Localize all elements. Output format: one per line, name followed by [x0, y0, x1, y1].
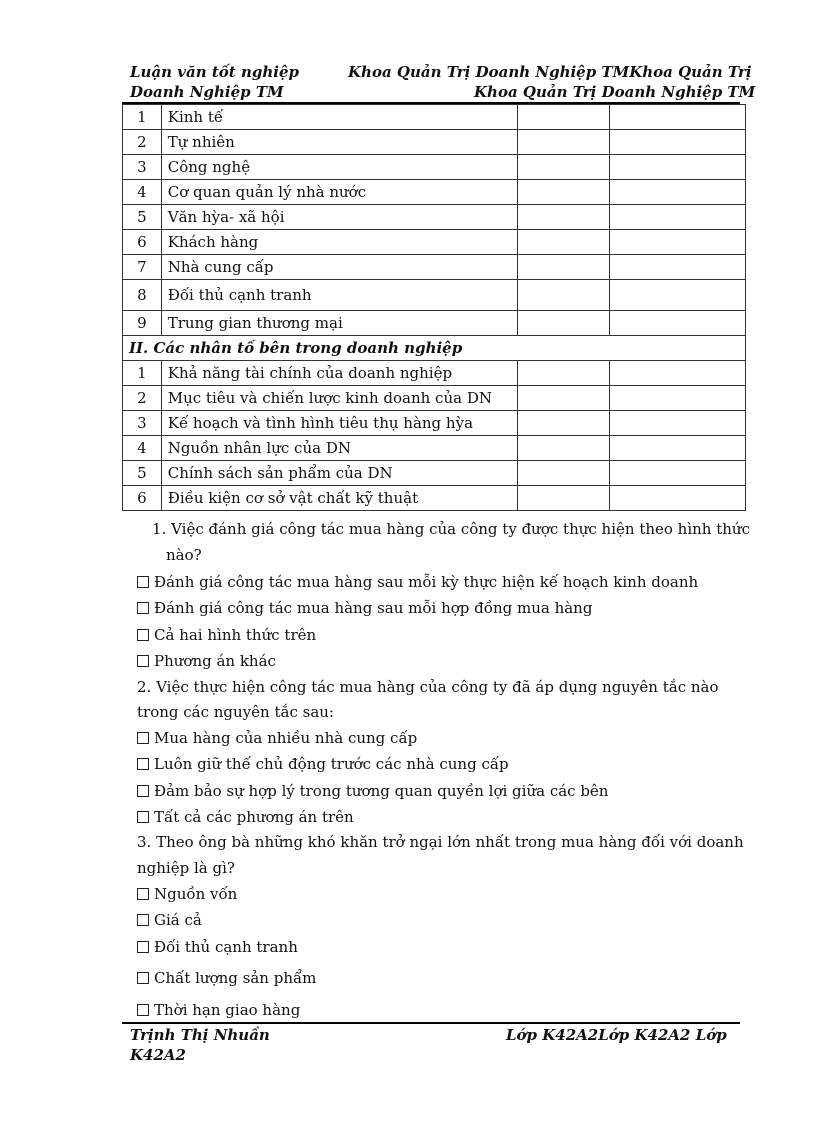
- option-label: Tất cả các phương án trên: [154, 808, 354, 826]
- table-row: [123, 105, 746, 130]
- option-label: Đánh giá công tác mua hàng sau mỗi kỳ thực hiện kế hoạch kinh doanh: [154, 573, 699, 591]
- checkbox-icon[interactable]: [137, 972, 149, 984]
- checkbox-icon[interactable]: [137, 914, 149, 926]
- rating-cell[interactable]: [517, 386, 610, 411]
- question-1-line1: 1. Việc đánh giá công tác mua hàng của công ty được thực hiện theo hình thức: [152, 520, 750, 538]
- header-left-line2: Doanh Nghiệp TM: [130, 83, 284, 101]
- factor-table: [122, 104, 746, 511]
- q3-option[interactable]: [137, 1001, 737, 1019]
- option-label: Đánh giá công tác mua hàng sau mỗi hợp đồng mua hàng: [154, 599, 593, 617]
- table-row: [123, 386, 746, 411]
- row-label: Chính sách sản phẩm của DN: [161, 461, 517, 486]
- q2-option[interactable]: [137, 755, 737, 773]
- table-row: [123, 280, 746, 311]
- option-label: Cả hai hình thức trên: [154, 626, 317, 644]
- question-3-line1: 3. Theo ông bà những khó khăn trở ngại lớn nhất trong mua hàng đối với doanh: [137, 833, 744, 851]
- rating-cell[interactable]: [517, 155, 610, 180]
- row-number: 6: [123, 486, 162, 511]
- row-label: Trung gian thương mại: [161, 311, 517, 336]
- row-number: 1: [123, 105, 162, 130]
- rating-cell[interactable]: [610, 311, 746, 336]
- q3-option[interactable]: [137, 911, 737, 929]
- table-row: [123, 461, 746, 486]
- q3-option[interactable]: [137, 969, 737, 987]
- q1-option[interactable]: [137, 626, 737, 644]
- checkbox-icon[interactable]: [137, 576, 149, 588]
- q2-option[interactable]: [137, 782, 737, 800]
- row-number: 9: [123, 311, 162, 336]
- q3-option[interactable]: [137, 885, 737, 903]
- table-row: [123, 361, 746, 386]
- q1-option[interactable]: [137, 652, 737, 670]
- rating-cell[interactable]: [610, 436, 746, 461]
- checkbox-icon[interactable]: [137, 602, 149, 614]
- rating-cell[interactable]: [517, 436, 610, 461]
- row-label: Mục tiêu và chiến lược kinh doanh của DN: [161, 386, 517, 411]
- row-number: 5: [123, 461, 162, 486]
- footer-author: Trịnh Thị Nhuần: [130, 1026, 270, 1044]
- option-label: Giá cả: [154, 911, 202, 929]
- option-label: Chất lượng sản phẩm: [154, 969, 317, 987]
- row-number: 4: [123, 180, 162, 205]
- row-label: Tự nhiên: [161, 130, 517, 155]
- table-row: [123, 486, 746, 511]
- q2-option[interactable]: [137, 729, 737, 747]
- rating-cell[interactable]: [610, 130, 746, 155]
- checkbox-icon[interactable]: [137, 655, 149, 667]
- rating-cell[interactable]: [517, 461, 610, 486]
- row-number: 7: [123, 255, 162, 280]
- table-row: [123, 205, 746, 230]
- q1-option[interactable]: [137, 599, 737, 617]
- table-row: [123, 255, 746, 280]
- checkbox-icon[interactable]: [137, 732, 149, 744]
- table-row: [123, 411, 746, 436]
- row-label: Văn hỳa- xã hội: [161, 205, 517, 230]
- row-label: Cơ quan quản lý nhà nước: [161, 180, 517, 205]
- rating-cell[interactable]: [517, 105, 610, 130]
- rating-cell[interactable]: [610, 230, 746, 255]
- rating-cell[interactable]: [610, 280, 746, 311]
- footer-rule: [122, 1022, 740, 1024]
- option-label: Đối thủ cạnh tranh: [154, 938, 298, 956]
- checkbox-icon[interactable]: [137, 1004, 149, 1016]
- row-number: 6: [123, 230, 162, 255]
- question-2-line2: trong các nguyên tắc sau:: [137, 703, 334, 721]
- option-label: Nguồn vốn: [154, 885, 238, 903]
- checkbox-icon[interactable]: [137, 629, 149, 641]
- table-row: [123, 436, 746, 461]
- q1-option[interactable]: [137, 573, 737, 591]
- rating-cell[interactable]: [517, 130, 610, 155]
- checkbox-icon[interactable]: [137, 785, 149, 797]
- row-number: 3: [123, 411, 162, 436]
- rating-cell[interactable]: [517, 180, 610, 205]
- table-row: [123, 230, 746, 255]
- header-right-line1: Khoa Quản Trị Doanh Nghiệp TMKhoa Quản Trị: [348, 63, 752, 81]
- row-label: Kế hoạch và tình hình tiêu thụ hàng hỳa: [161, 411, 517, 436]
- rating-cell[interactable]: [610, 486, 746, 511]
- row-number: 8: [123, 280, 162, 311]
- option-label: Thời hạn giao hàng: [154, 1001, 301, 1019]
- row-number: 1: [123, 361, 162, 386]
- rating-cell[interactable]: [610, 461, 746, 486]
- row-label: Đối thủ cạnh tranh: [161, 280, 517, 311]
- table-row: [123, 180, 746, 205]
- rating-cell[interactable]: [517, 411, 610, 436]
- row-number: 3: [123, 155, 162, 180]
- rating-cell[interactable]: [517, 311, 610, 336]
- header-left-line1: Luận văn tốt nghiệp: [130, 63, 299, 81]
- row-label: Điều kiện cơ sở vật chất kỹ thuật: [161, 486, 517, 511]
- option-label: Mua hàng của nhiều nhà cung cấp: [154, 729, 418, 747]
- q2-option[interactable]: [137, 808, 737, 826]
- section-title: II. Các nhân tố bên trong doanh nghiệp: [123, 336, 746, 361]
- row-number: 2: [123, 130, 162, 155]
- table-row: [123, 155, 746, 180]
- table-row: [123, 130, 746, 155]
- question-1-line2: nào?: [166, 546, 202, 564]
- rating-cell[interactable]: [610, 361, 746, 386]
- rating-cell[interactable]: [517, 486, 610, 511]
- rating-cell[interactable]: [610, 411, 746, 436]
- checkbox-icon[interactable]: [137, 941, 149, 953]
- rating-cell[interactable]: [610, 155, 746, 180]
- row-label: Kinh tế: [161, 105, 517, 130]
- question-3-line2: nghiệp là gì?: [137, 859, 235, 877]
- checkbox-icon[interactable]: [137, 888, 149, 900]
- rating-cell[interactable]: [517, 361, 610, 386]
- checkbox-icon[interactable]: [137, 811, 149, 823]
- footer-class: Lớp K42A2Lớp K42A2 Lớp: [506, 1026, 727, 1044]
- option-label: Phương án khác: [154, 652, 276, 670]
- option-label: Đảm bảo sự hợp lý trong tương quan quyền lợi giữa các bên: [154, 782, 609, 800]
- checkbox-icon[interactable]: [137, 758, 149, 770]
- rating-cell[interactable]: [610, 255, 746, 280]
- option-label: Luôn giữ thế chủ động trước các nhà cung cấp: [154, 755, 509, 773]
- row-label: Nguồn nhân lực của DN: [161, 436, 517, 461]
- q3-option[interactable]: [137, 938, 737, 956]
- rating-cell[interactable]: [517, 205, 610, 230]
- row-label: Khách hàng: [161, 230, 517, 255]
- row-label: Nhà cung cấp: [161, 255, 517, 280]
- row-number: 2: [123, 386, 162, 411]
- question-2-line1: 2. Việc thực hiện công tác mua hàng của công ty đã áp dụng nguyên tắc nào: [137, 678, 719, 696]
- section-row: [123, 336, 746, 361]
- rating-cell[interactable]: [517, 280, 610, 311]
- row-label: Khả năng tài chính của doanh nghiệp: [161, 361, 517, 386]
- table-row: [123, 311, 746, 336]
- rating-cell[interactable]: [517, 230, 610, 255]
- rating-cell[interactable]: [610, 105, 746, 130]
- footer-class-continued: K42A2: [130, 1046, 186, 1064]
- row-number: 4: [123, 436, 162, 461]
- row-number: 5: [123, 205, 162, 230]
- row-label: Công nghệ: [161, 155, 517, 180]
- rating-cell[interactable]: [517, 255, 610, 280]
- rating-cell[interactable]: [610, 386, 746, 411]
- rating-cell[interactable]: [610, 180, 746, 205]
- header-right-line2: Khoa Quản Trị Doanh Nghiệp TM: [474, 83, 756, 101]
- rating-cell[interactable]: [610, 205, 746, 230]
